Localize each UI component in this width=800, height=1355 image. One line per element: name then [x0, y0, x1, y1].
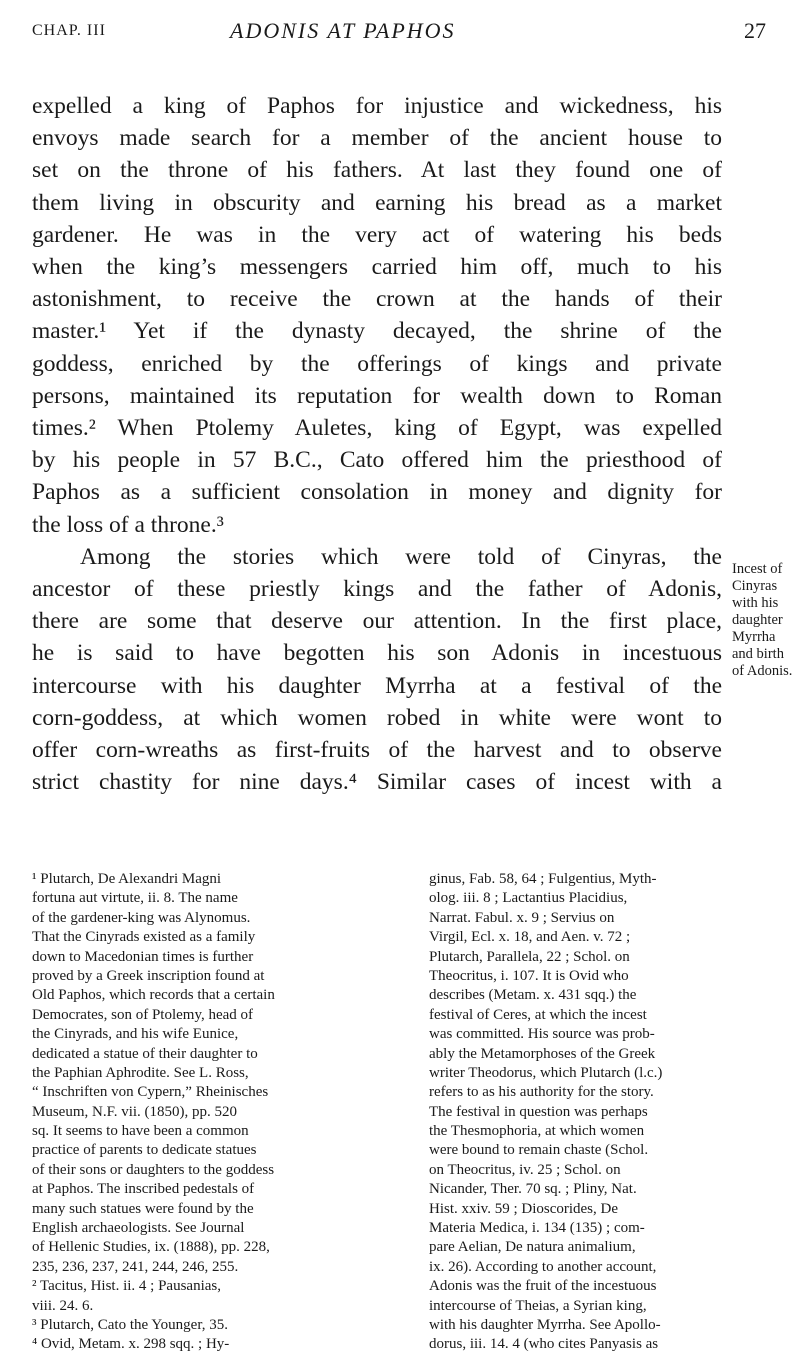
body-line: envoys made search for a member of the ancient house to: [32, 125, 722, 152]
footnote-line: That the Cinyrads existed as a family: [32, 929, 256, 946]
footnote-line: Hist. xxiv. 59 ; Dioscorides, De: [429, 1200, 619, 1217]
footnote-line: Old Paphos, which records that a certain: [32, 987, 275, 1004]
footnote-line: “ Inschriften von Cypern,” Rheinisches: [32, 1084, 269, 1101]
body-line: when the king’s messengers carried him off, much to his: [32, 254, 722, 281]
body-line: Among the stories which were told of Cinyras, the: [80, 543, 722, 570]
running-header: [0, 18, 800, 48]
footnote-line: Theocritus, i. 107. It is Ovid who: [429, 967, 629, 984]
body-line: he is said to have begotten his son Adonis in incestuous: [32, 640, 722, 667]
body-line: times.² When Ptolemy Auletes, king of Egypt, was expelled: [32, 415, 722, 442]
footnote-line: sq. It seems to have been a common: [32, 1123, 249, 1140]
margin-note-line: Myrrha: [732, 629, 776, 645]
body-line: gardener. He was in the very act of watering his beds: [32, 221, 722, 248]
footnote-line: ix. 26). According to another account,: [429, 1258, 657, 1275]
footnote-line: dorus, iii. 14. 4 (who cites Panyasis as: [429, 1336, 659, 1353]
footnote-line: the Cinyrads, and his wife Eunice,: [32, 1026, 239, 1043]
footnote-line: at Paphos. The inscribed pedestals of: [32, 1181, 255, 1198]
footnote-line: down to Macedonian times is further: [32, 948, 254, 965]
footnotes-left-column: [32, 870, 377, 1355]
footnote-line: ² Tacitus, Hist. ii. 4 ; Pausanias,: [32, 1278, 221, 1295]
body-line: expelled a king of Paphos for injustice and wickedness, his: [32, 93, 722, 119]
chapter-label: CHAP. III: [32, 22, 106, 39]
margin-note-line: Cinyras: [732, 578, 778, 594]
footnote-line: the Thesmophoria, at which women: [429, 1123, 645, 1140]
footnote-line: fortuna aut virtute, ii. 8. The name: [32, 890, 238, 907]
body-line: Paphos as a sufficient consolation in money and dignity for: [32, 479, 722, 506]
footnote-line: Narrat. Fabul. x. 9 ; Servius on: [429, 909, 615, 926]
footnote-line: Adonis was the fruit of the incestuous: [429, 1278, 657, 1295]
footnote-line: 235, 236, 237, 241, 244, 246, 255.: [32, 1258, 239, 1275]
footnotes-right-column: [429, 870, 774, 1355]
body-line: the loss of a throne.³: [32, 511, 224, 538]
margin-note-line: daughter: [732, 612, 783, 628]
footnote-line: ably the Metamorphoses of the Greek: [429, 1045, 656, 1062]
footnote-line: practice of parents to dedicate statues: [32, 1142, 257, 1159]
footnote-line: Virgil, Ecl. x. 18, and Aen. v. 72 ;: [429, 929, 631, 946]
footnote-line: many such statues were found by the: [32, 1200, 254, 1217]
page-number: 27: [744, 18, 766, 43]
footnote-line: ¹ Plutarch, De Alexandri Magni: [32, 871, 222, 887]
footnote-line: Museum, N.F. vii. (1850), pp. 520: [32, 1103, 238, 1120]
footnote-line: of their sons or daughters to the goddess: [32, 1161, 275, 1178]
body-line: strict chastity for nine days.⁴ Similar cases of incest with a: [32, 769, 722, 796]
footnote-line: were bound to remain chaste (Schol.: [429, 1142, 649, 1159]
footnote-line: ginus, Fab. 58, 64 ; Fulgentius, Myth-: [429, 871, 657, 887]
running-title: ADONIS AT PAPHOS: [230, 18, 456, 43]
body-line: corn-goddess, at which women robed in white were wont to: [32, 704, 722, 731]
footnote-line: with his daughter Myrrha. See Apollo-: [429, 1316, 661, 1333]
body-line: by his people in 57 B.C., Cato offered him the priesthood of: [32, 447, 722, 474]
margin-note-line: and birth: [732, 646, 784, 662]
body-line: persons, maintained its reputation for wealth down to Roman: [32, 382, 722, 409]
footnote-line: proved by a Greek inscription found at: [32, 967, 265, 984]
footnotes: [32, 870, 774, 1353]
margin-note-line: with his: [732, 595, 779, 611]
margin-note-line: of Adonis.: [732, 663, 793, 679]
body-line: goddess, enriched by the offerings of kings and private: [32, 350, 722, 377]
footnote-line: was committed. His source was prob-: [429, 1026, 655, 1043]
footnote-line: The festival in question was perhaps: [429, 1103, 648, 1120]
footnote-line: intercourse of Theias, a Syrian king,: [429, 1297, 647, 1314]
footnote-line: of Hellenic Studies, ix. (1888), pp. 228,: [32, 1239, 270, 1256]
footnote-line: Nicander, Ther. 70 sq. ; Pliny, Nat.: [429, 1181, 637, 1198]
footnote-line: Materia Medica, i. 134 (135) ; com-: [429, 1220, 645, 1237]
body-line: intercourse with his daughter Myrrha at a festival of the: [32, 672, 722, 699]
footnote-line: refers to as his authority for the story.: [429, 1084, 654, 1101]
body-line: astonishment, to receive the crown at the hands of their: [32, 286, 722, 313]
margin-note: [732, 561, 800, 680]
footnote-line: viii. 24. 6.: [32, 1297, 94, 1314]
footnote-line: the Paphian Aphrodite. See L. Ross,: [32, 1064, 249, 1081]
footnote-line: olog. iii. 8 ; Lactantius Placidius,: [429, 890, 628, 907]
footnote-line: writer Theodorus, which Plutarch (l.c.): [429, 1064, 663, 1081]
margin-note-line: Incest of: [732, 561, 783, 577]
footnote-line: ⁴ Ovid, Metam. x. 298 sqq. ; Hy-: [32, 1336, 230, 1353]
footnote-line: Democrates, son of Ptolemy, head of: [32, 1006, 254, 1023]
body-line: master.¹ Yet if the dynasty decayed, the shrine of the: [32, 318, 722, 345]
body-line: offer corn-wreaths as first-fruits of the harvest and to observe: [32, 737, 722, 764]
footnote-line: Plutarch, Parallela, 22 ; Schol. on: [429, 948, 630, 965]
footnote-line: ³ Plutarch, Cato the Younger, 35.: [32, 1316, 228, 1333]
body-line: them living in obscurity and earning his bread as a market: [32, 189, 722, 216]
footnote-line: festival of Ceres, at which the incest: [429, 1006, 647, 1023]
body-line: there are some that deserve our attention. In the first place,: [32, 608, 722, 635]
footnote-line: of the gardener-king was Alynomus.: [32, 909, 251, 926]
footnote-line: dedicated a statue of their daughter to: [32, 1045, 258, 1062]
main-text: [32, 90, 722, 798]
footnote-line: pare Aelian, De natura animalium,: [429, 1239, 636, 1256]
body-line: set on the throne of his fathers. At last they found one of: [32, 157, 722, 184]
footnote-line: describes (Metam. x. 431 sqq.) the: [429, 987, 637, 1004]
footnote-line: on Theocritus, iv. 25 ; Schol. on: [429, 1161, 621, 1178]
footnote-line: English archaeologists. See Journal: [32, 1220, 245, 1237]
body-line: ancestor of these priestly kings and the father of Adonis,: [32, 576, 722, 603]
